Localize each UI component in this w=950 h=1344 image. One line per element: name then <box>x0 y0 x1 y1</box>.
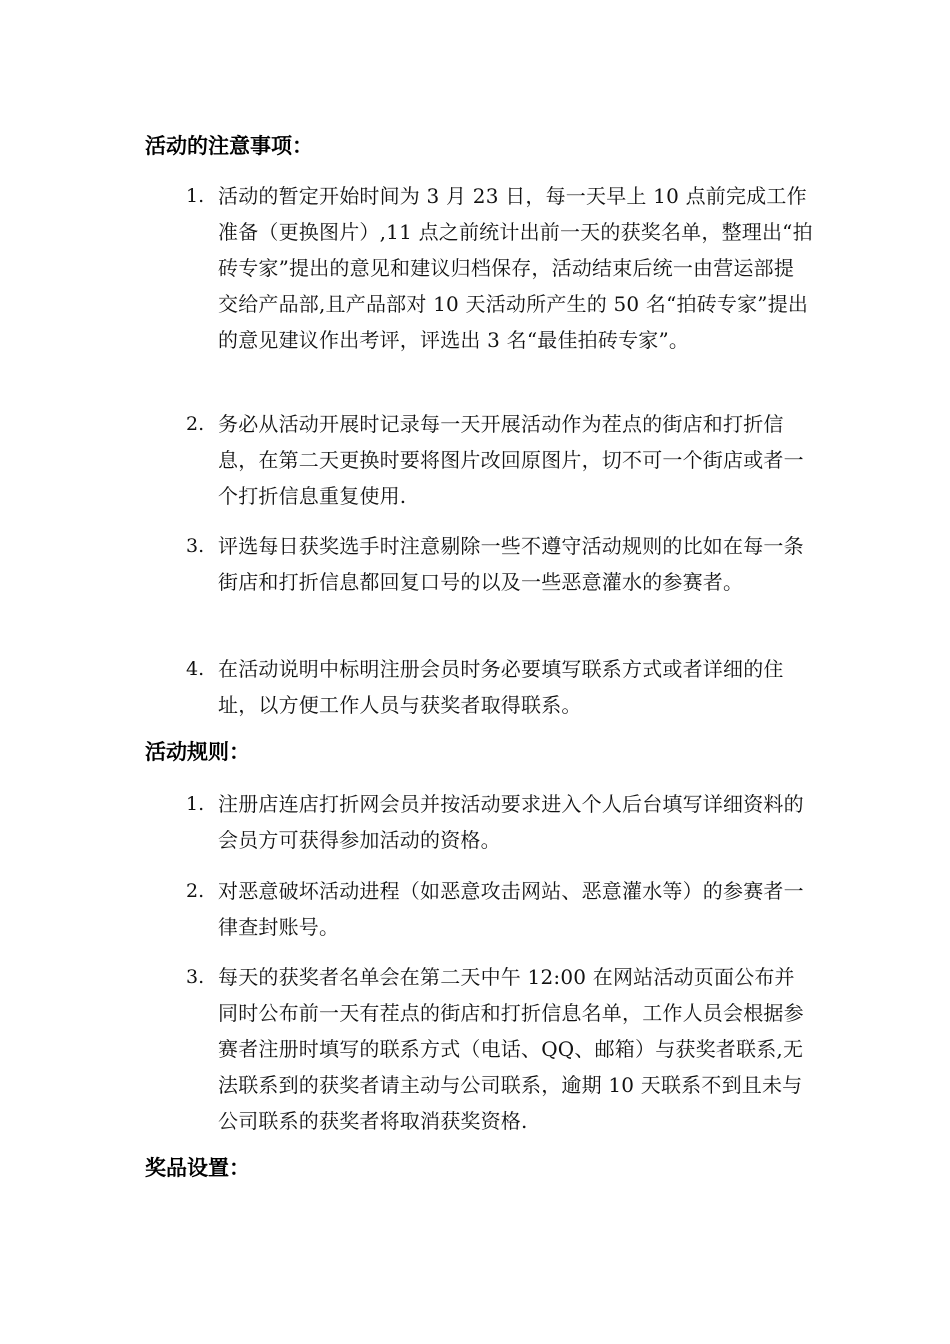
section-heading-rules: 活动规则： <box>145 740 250 764</box>
list-item <box>186 959 826 1139</box>
list-item-number: 1. <box>186 185 205 207</box>
list-item-number: 2. <box>186 413 205 435</box>
list-item-number: 3. <box>186 966 205 988</box>
list-item-text: 活动的暂定开始时间为 3 月 23 日，每一天早上 10 点前完成工作准备（更换图片）,11 点之前统计出前一天的获奖名单，整理出“拍砖专家”提出的意见和建议归档保存，活动结束后统一由营运部提交给产品部,且产品部对 10 天活动所产生的 50 名“拍砖专家”提出的意见建议作出考评，评选出 3 名“最佳拍砖专家”。 <box>218 184 813 352</box>
list-item-number: 2. <box>186 880 205 902</box>
list-item <box>186 786 826 858</box>
list-item-number: 4. <box>186 658 205 680</box>
list-item <box>186 406 826 514</box>
list-item <box>186 651 826 723</box>
list-item-text: 评选每日获奖选手时注意剔除一些不遵守活动规则的比如在每一条街店和打折信息都回复口号的以及一些恶意灌水的参赛者。 <box>218 534 804 594</box>
list-item-text: 每天的获奖者名单会在第二天中午 12:00 在网站活动页面公布并同时公布前一天有茬点的街店和打折信息名单，工作人员会根据参赛者注册时填写的联系方式（电话、QQ、邮箱）与获奖者联系,无法联系到的获奖者请主动与公司联系，逾期 10 天联系不到且未与公司联系的获奖者将取消获奖资格. <box>218 965 804 1133</box>
list-item-number: 3. <box>186 535 205 557</box>
list-item-text: 务必从活动开展时记录每一天开展活动作为茬点的街店和打折信息，在第二天更换时要将图片改回原图片，切不可一个街店或者一个打折信息重复使用. <box>218 412 804 508</box>
list-item <box>186 873 826 945</box>
list-item-number: 1. <box>186 793 205 815</box>
list-item-text: 在活动说明中标明注册会员时务必要填写联系方式或者详细的住址，以方便工作人员与获奖者取得联系。 <box>218 657 784 717</box>
section-heading-prizes: 奖品设置： <box>145 1156 250 1180</box>
list-item <box>186 178 826 358</box>
list-item-text: 注册店连店打折网会员并按活动要求进入个人后台填写详细资料的会员方可获得参加活动的资格。 <box>218 792 804 852</box>
list-item-text: 对恶意破坏活动进程（如恶意攻击网站、恶意灌水等）的参赛者一律查封账号。 <box>218 879 804 939</box>
list-item <box>186 528 826 600</box>
section-heading-notes: 活动的注意事项： <box>145 134 313 158</box>
